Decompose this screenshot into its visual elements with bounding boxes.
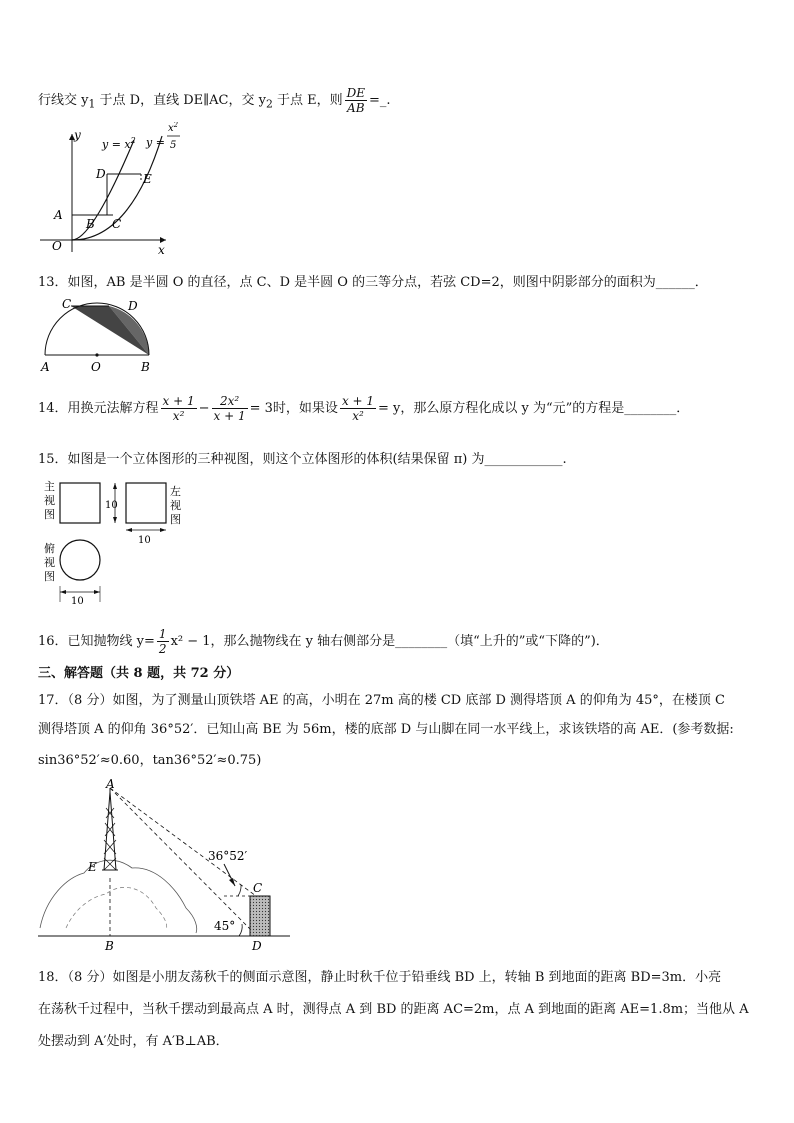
top-view-label-2: 视: [44, 556, 55, 569]
figure-17-tower: [36, 778, 298, 954]
q15-line: 15．如图是一个立体图形的三种视图，则这个立体图形的体积(结果保留 π) 为____________.: [38, 452, 567, 467]
top-view-label-1: 俯: [44, 542, 55, 555]
angle-arc-c: [238, 885, 241, 896]
q12-fraction: $\frac{DE}{AB}$: [346, 86, 365, 115]
label-d: D: [96, 167, 106, 181]
label-curve2: y =: [146, 136, 165, 149]
q14-frac-2: $\frac{\text{2x²}}{x + 1}$: [213, 394, 246, 423]
side-view: [126, 483, 166, 523]
angle-pointer-head: [229, 878, 235, 886]
label-curve1: $y = x^2$: [102, 136, 136, 151]
sightline-ac: [110, 788, 256, 896]
q14-frac-1: $\frac{x + 1}{\text{x²}}$: [162, 394, 195, 423]
building-texture: [250, 896, 270, 936]
q13-line: 13．如图，AB 是半圆 O 的直径，点 C、D 是半圆 O 的三等分点，若弦 CD=2，则图中阴影部分的面积为______．: [38, 275, 708, 290]
dim-h-arrow-top: [113, 483, 117, 489]
center-o: [95, 353, 98, 356]
figure-15-three-views: [38, 478, 198, 606]
q14-line: 14．用换元法解方程 $\frac{x + 1}{\text{x²}}$ − $\frac{\text{2x²}}{x + 1}$ = 3时，如果设 $\frac{x + 1}{\text{x²}}$ = y，那么原方程化成以 y 为“元”的方程是________．: [38, 394, 690, 423]
label-y: y: [74, 128, 81, 142]
q17-line-2: 测得塔顶 A 的仰角 36°52′．已知山高 BE 为 56m，楼的底部 D 与山脚在同一水平线上，求该铁塔的高 AE．(参考数据:: [38, 722, 734, 737]
q18-line-1: 18．（8 分）如图是小朋友荡秋千的侧面示意图，静止时秋千位于铅垂线 BD 上，转轴 B 到地面的距离 BD=3m．小亮: [38, 970, 722, 985]
q14-frac-3: $\frac{x + 1}{\text{x²}}$: [341, 394, 375, 423]
label-curve2-den: 5: [170, 140, 177, 151]
label-a: A: [106, 778, 115, 791]
dim-side-width: 10: [138, 535, 151, 546]
dim-w1-arrow-right: [94, 590, 100, 594]
angle-label-36: 36°52′: [208, 849, 248, 863]
label-d: D: [252, 939, 262, 953]
label-b: B: [105, 939, 114, 953]
label-x: x: [158, 243, 165, 257]
figure-12-parabolas: [34, 122, 184, 258]
angle-arc-d: [239, 924, 242, 936]
q18-line-3: 处摆动到 A′处时，有 A′B⊥AB．: [38, 1034, 229, 1049]
side-view-label-2: 视: [170, 499, 181, 512]
label-d: D: [128, 299, 138, 313]
label-a: A: [41, 360, 50, 374]
dim-w2-arrow-left: [126, 528, 132, 532]
top-view-circle: [60, 540, 100, 580]
label-o: O: [91, 360, 101, 374]
figure-13-semicircle: [38, 296, 158, 376]
label-e: E: [143, 172, 152, 186]
label-e: E: [88, 860, 97, 874]
front-view: [60, 483, 100, 523]
front-view-label-2: 视: [44, 494, 55, 507]
q17-line-3: sin36°52′≈0.60，tan36°52′≈0.75): [38, 753, 262, 768]
label-o: O: [52, 239, 62, 253]
dim-top-width: 10: [71, 596, 84, 606]
top-view-label-3: 图: [44, 570, 55, 583]
label-c: C: [62, 297, 72, 311]
dim-height: 10: [105, 500, 118, 511]
q12-line: 行线交 $y_1$ 于点 D，直线 DE∥AC，交 $y_2$ 于点 E，则 $\frac{DE}{AB}$ =_.: [38, 86, 391, 115]
label-a: A: [54, 208, 63, 222]
label-b: B: [141, 360, 150, 374]
angle-label-45: 45°: [214, 919, 236, 933]
label-b: B: [86, 217, 95, 231]
label-curve2-num: $x^2$: [168, 122, 179, 134]
q18-line-2: 在荡秋千过程中，当秋千摆动到最高点 A 时，测得点 A 到 BD 的距离 AC=2m，点 A 到地面的距离 AE=1.8m；当他从 A: [38, 1002, 749, 1017]
dim-w2-arrow-right: [160, 528, 166, 532]
label-c: C: [112, 217, 122, 231]
mountain-inner: [66, 887, 167, 930]
front-view-label-1: 主: [44, 480, 55, 493]
label-c: C: [253, 881, 263, 895]
dim-h-arrow-bottom: [113, 517, 117, 523]
mountain-outline: [40, 860, 197, 933]
front-view-label-3: 图: [44, 508, 55, 521]
q17-line-1: 17．（8 分）如图，为了测量山顶铁塔 AE 的高，小明在 27m 高的楼 CD 底部 D 测得塔顶 A 的仰角为 45°，在楼顶 C: [38, 693, 725, 708]
q16-line: 16．已知抛物线 y= $\frac{1}{2}$ x² − 1，那么抛物线在 y 轴右侧部分是________（填“上升的”或“下降的”)．: [38, 627, 609, 656]
side-view-label-1: 左: [170, 485, 181, 498]
section-heading: 三、解答题（共 8 题，共 72 分）: [38, 666, 240, 681]
q16-fraction: $\frac{1}{2}$: [158, 627, 167, 656]
side-view-label-3: 图: [170, 513, 181, 526]
curve-y-x2: [72, 140, 134, 240]
dim-w1-arrow-left: [60, 590, 66, 594]
